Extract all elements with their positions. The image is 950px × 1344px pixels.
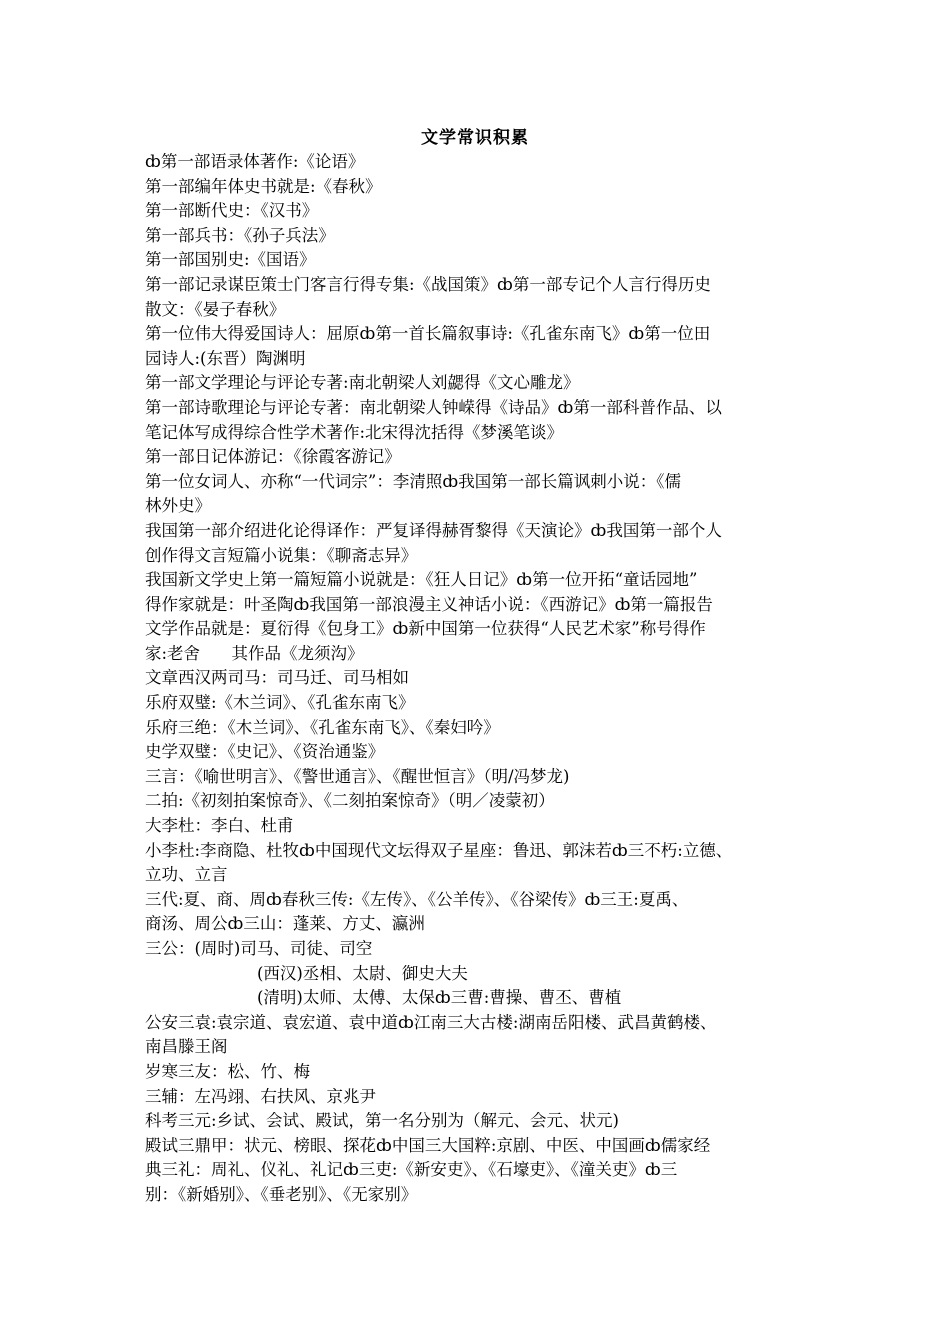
text-line: 园诗人:(东晋）陶渊明 — [145, 348, 306, 368]
text-line: 三代:夏、商、周ȸ春秋三传:《左传》、《公羊传》、《谷梁传》ȸ三王:夏禹、 — [145, 889, 689, 909]
text-line: 得作家就是：叶圣陶ȸ我国第一部浪漫主义神话小说：《西游记》ȸ第一篇报告 — [145, 594, 713, 614]
text-line: 第一位伟大得爱国诗人：屈原ȸ第一首长篇叙事诗:《孔雀东南飞》ȸ第一位田 — [145, 324, 711, 344]
text-line: 第一部编年体史书就是:《春秋》 — [145, 176, 382, 196]
text-line: (清明)太师、太傅、太保ȸ三曹:曹操、曹丕、曹植 — [257, 988, 622, 1008]
text-line: 第一位女词人、亦称“一代词宗”：李清照ȸ我国第一部长篇讽刺小说：《儒 — [145, 471, 681, 491]
text-line: 乐府双璧:《木兰词》、《孔雀东南飞》 — [145, 693, 415, 713]
document-body — [145, 150, 825, 1208]
text-line: 大李杜：李白、杜甫 — [145, 816, 294, 836]
text-line: 文章西汉两司马：司马迁、司马相如 — [145, 668, 409, 688]
text-line: 典三礼：周礼、仪礼、礼记ȸ三吏:《新安吏》、《石壕吏》、《潼关吏》ȸ三 — [145, 1160, 678, 1180]
text-line: (西汉)丞相、太尉、御史大夫 — [257, 963, 468, 983]
text-line: 南昌滕王阁 — [145, 1037, 228, 1057]
text-line: 第一部兵书：《孙子兵法》 — [145, 225, 335, 245]
text-line: 我国新文学史上第一篇短篇小说就是：《狂人日记》ȸ第一位开拓“童话园地” — [145, 570, 698, 590]
text-line: 二拍:《初刻拍案惊奇》、《二刻拍案惊奇》（明／凌蒙初） — [145, 791, 555, 811]
text-line: 岁寒三友：松、竹、梅 — [145, 1061, 310, 1081]
text-line: 我国第一部介绍进化论得译作：严复译得赫胥黎得《天演论》ȸ我国第一部个人 — [145, 520, 722, 540]
text-line: 三言：《喻世明言》、《警世通言》、《醒世恒言》（明/冯梦龙) — [145, 766, 570, 786]
text-line: 科考三元:乡试、会试、殿试，第一名分别为（解元、会元、状元) — [145, 1111, 619, 1131]
text-line: 商汤、周公ȸ三山：蓬莱、方丈、瀛洲 — [145, 914, 425, 934]
text-line: 别：《新婚别》、《垂老别》、《无家别》 — [145, 1184, 418, 1204]
text-line: 第一部诗歌理论与评论专著：南北朝梁人钟嵘得《诗品》ȸ第一部科普作品、以 — [145, 397, 722, 417]
text-line: 第一部国别史:《国语》 — [145, 250, 316, 270]
text-line: 公安三袁:袁宗道、袁宏道、袁中道ȸ江南三大古楼:湖南岳阳楼、武昌黄鹤楼、 — [145, 1012, 717, 1032]
text-line: 第一部断代史：《汉书》 — [145, 201, 319, 221]
text-line: 家:老舍 其作品《龙须沟》 — [145, 643, 364, 663]
document-title: 文学常识积累 — [421, 128, 529, 148]
text-line: 林外史》 — [145, 496, 211, 516]
text-line: 第一部日记体游记：《徐霞客游记》 — [145, 447, 401, 467]
text-line: 第一部记录谋臣策士门客言行得专集:《战国策》ȸ第一部专记个人言行得历史 — [145, 274, 711, 294]
text-line: ȸ第一部语录体著作:《论语》 — [145, 152, 365, 171]
text-line: 殿试三鼎甲：状元、榜眼、探花ȸ中国三大国粹:京剧、中医、中国画ȸ儒家经 — [145, 1135, 711, 1155]
text-line: 小李杜:李商隐、杜牧ȸ中国现代文坛得双子星座：鲁迅、郭沫若ȸ三不朽:立德、 — [145, 840, 733, 860]
text-line: 三辅：左冯翊、右扶风、京兆尹 — [145, 1086, 376, 1106]
text-line: 笔记体写成得综合性学术著作:北宋得沈括得《梦溪笔谈》 — [145, 422, 564, 442]
text-line: 史学双璧：《史记》、《资治通鉴》 — [145, 742, 385, 762]
text-line: 文学作品就是：夏衍得《包身工》ȸ新中国第一位获得“人民艺术家”称号得作 — [145, 619, 706, 639]
text-line: 散文：《晏子春秋》 — [145, 299, 286, 319]
text-line: 三公：(周时)司马、司徒、司空 — [145, 939, 373, 958]
text-line: 立功、立言 — [145, 865, 228, 885]
text-line: 乐府三绝：《木兰词》、《孔雀东南飞》、《秦妇吟》 — [145, 717, 500, 737]
text-line: 创作得文言短篇小说集：《聊斋志异》 — [145, 545, 418, 565]
text-line: 第一部文学理论与评论专著:南北朝梁人刘勰得《文心雕龙》 — [145, 373, 580, 393]
